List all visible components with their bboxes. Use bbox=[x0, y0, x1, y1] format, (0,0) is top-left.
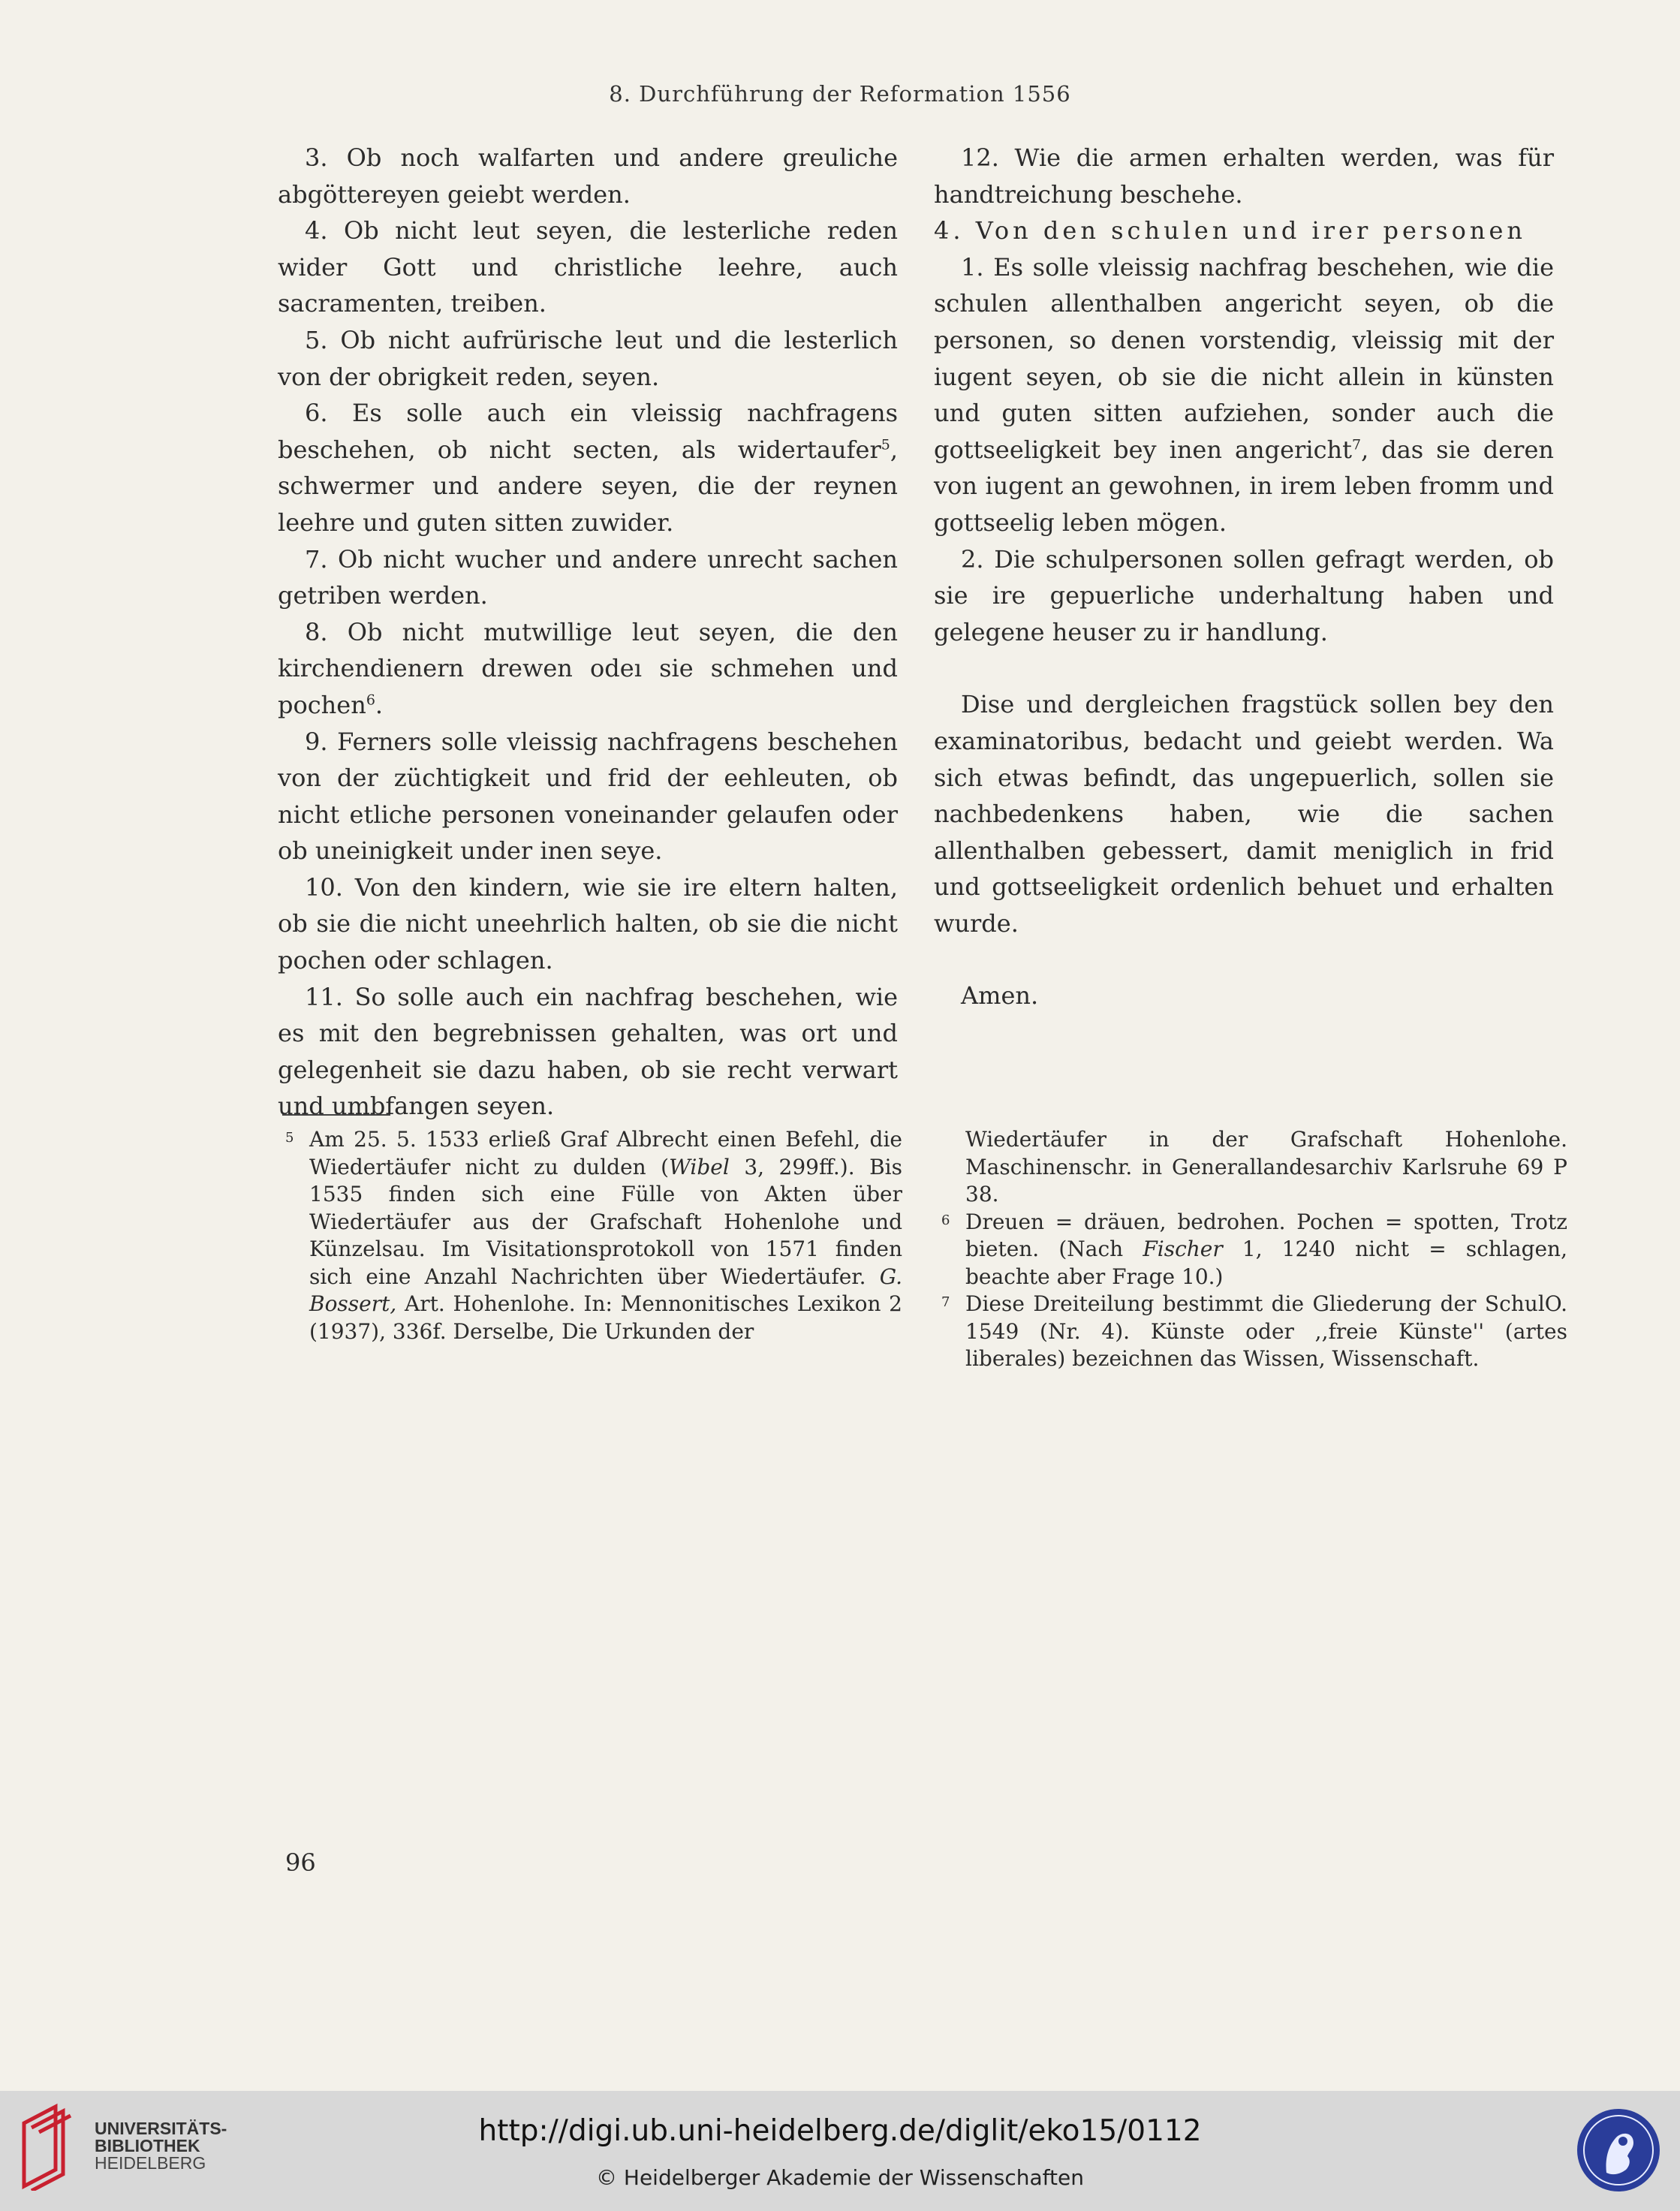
paragraph-8 bbox=[278, 614, 898, 724]
footer-url-link[interactable]: http://digi.ub.uni-heidelberg.de/diglit/eko15/0112 bbox=[478, 2114, 1202, 2148]
left-column bbox=[278, 140, 898, 1125]
footer-copyright: © Heidelberger Akademie der Wissenschaften bbox=[595, 2165, 1084, 2190]
footnotes-left bbox=[282, 1126, 902, 1345]
paragraph-6 bbox=[278, 395, 898, 541]
footnotes-right bbox=[941, 1126, 1567, 1373]
spacer bbox=[934, 941, 1554, 977]
logo-line-2: BIBLIOTHEK bbox=[95, 2136, 200, 2155]
paragraph-8-tail: . bbox=[375, 690, 384, 719]
footnote-ref-7[interactable]: 7 bbox=[1351, 436, 1362, 453]
running-head: 8. Durchführung der Reformation 1556 bbox=[609, 81, 1071, 107]
paragraph-3: 3. Ob noch walfarten und andere greuliche abgöttereyen geiebt werden. bbox=[278, 143, 898, 209]
right-column bbox=[934, 140, 1554, 1014]
logo-line-1: UNIVERSITÄTS- bbox=[95, 2119, 227, 2138]
footnote-5-text-b: 3, 299ff.). Bis 1535 finden sich eine Fülle von Akten über Wiedertäufer aus der Grafschaft Hohenlohe und Künzelsau. Im Visitationsprotokoll von 1571 finden sich eine Anzahl Nachrichten über Wiedertäufer. bbox=[309, 1154, 902, 1289]
logo-line-3: HEIDELBERG bbox=[95, 2153, 206, 2173]
academy-seal-icon[interactable] bbox=[1575, 2107, 1662, 2194]
paragraph-11: 11. So solle auch ein nachfrag beschehen, wie es mit den begrebnissen gehalten, was ort und gelegenheit sie dazu haben, ob sie recht verwart und umbfangen seyen. bbox=[278, 982, 898, 1121]
footnote-7 bbox=[941, 1291, 1567, 1373]
amen: Amen. bbox=[961, 981, 1039, 1011]
school-paragraph-2: 2. Die schulpersonen sollen gefragt werden, ob sie ire gepuerliche underhaltung haben und gelegene heuser zu ir handlung. bbox=[934, 544, 1554, 646]
school-paragraph-1 bbox=[934, 249, 1554, 541]
footnote-5-text-a: Am 25. 5. 1533 erließ Graf Albrecht einen Befehl, die Wiedertäufer nicht zu dulden ( bbox=[309, 1127, 902, 1179]
footer-bar bbox=[0, 2091, 1680, 2211]
footnote-5-continued: Wiedertäufer in der Grafschaft Hohenlohe. Maschinenschr. in Generallandesarchiv Karlsruhe 69 P 38. bbox=[965, 1127, 1567, 1206]
footnote-5-number: 5 bbox=[285, 1130, 294, 1146]
paragraph-12: 12. Wie die armen erhalten werden, was für handtreichung beschehe. bbox=[934, 143, 1554, 209]
footnote-6 bbox=[941, 1209, 1567, 1291]
footnote-ref-6[interactable]: 6 bbox=[366, 691, 375, 709]
paragraph-8-text: 8. Ob nicht mutwillige leut seyen, die den kirchendienern drewen odeı sie schmehen und pochen bbox=[278, 617, 898, 719]
footnote-7-text: Diese Dreiteilung bestimmt die Gliederung der SchulO. 1549 (Nr. 4). Künste oder ,,freie Künste'' (artes liberales) bezeichnen das Wissen, Wissenschaft. bbox=[965, 1291, 1567, 1371]
footnote-5 bbox=[282, 1126, 902, 1345]
footnote-6-number: 6 bbox=[941, 1212, 950, 1228]
footnote-ref-5[interactable]: 5 bbox=[881, 436, 890, 453]
footnote-5-italic-2: G. Bossert, bbox=[309, 1264, 902, 1316]
paragraph-7: 7. Ob nicht wucher und andere unrecht sachen getriben werden. bbox=[278, 544, 898, 610]
footnote-7-number: 7 bbox=[941, 1294, 950, 1310]
paragraph-9: 9. Ferners solle vleissig nachfragens beschehen von der züchtigkeit und frid der eehleuten, ob nicht etliche personen voneinander gelaufen oder ob uneinigkeit under inen seye. bbox=[278, 727, 898, 866]
school-paragraph-1-tail: , das sie deren von iugent an gewohnen, in irem leben fromm und gottseelig leben mögen. bbox=[934, 435, 1555, 537]
paragraph-10: 10. Von den kindern, wie sie ire eltern halten, ob sie die nicht uneehrlich halten, ob sie die nicht pochen oder schlagen. bbox=[278, 872, 898, 975]
closing-paragraph: Dise und dergleichen fragstück sollen bey den examinatoribus, bedacht und geiebt werden. Wa sich etwas befindt, das ungepuerlich, sollen sie nachbedenkens haben, wie die sachen allenthalben gebessert, damit meniglich in frid und gottseeligkeit ordenlich behuet und erhalten wurde. bbox=[934, 690, 1554, 938]
spacer bbox=[934, 650, 1554, 686]
footnote-5-italic-1: Wibel bbox=[669, 1154, 730, 1179]
footnote-5-text-c: Art. Hohenlohe. In: Mennonitisches Lexikon 2 (1937), 336f. Derselbe, Die Urkunden der bbox=[309, 1291, 902, 1344]
paragraph-6-tail: , schwermer und andere seyen, die der reynen leehre und guten sitten zuwider. bbox=[278, 435, 898, 537]
paragraph-4: 4. Ob nicht leut seyen, die lesterliche reden wider Gott und christliche leehre, auch sacramenten, treiben. bbox=[278, 216, 898, 318]
paragraph-5: 5. Ob nicht aufrürische leut und die lesterlich von der obrigkeit reden, seyen. bbox=[278, 325, 898, 391]
section-heading: 4. Von den schulen und irer personen bbox=[934, 216, 1527, 245]
paragraph-6-text: 6. Es solle auch ein vleissig nachfragens beschehen, ob nicht secten, als widertaufer bbox=[278, 399, 898, 464]
footnote-6-italic: Fischer bbox=[1143, 1237, 1223, 1261]
school-paragraph-1-text: 1. Es solle vleissig nachfrag beschehen, wie die schulen allenthalben angericht seyen, ob die personen, so denen vorstendig, vleissig mit der iugent seyen, ob sie die nicht allein in künsten und guten sitten aufziehen, sonder auch die gottseeligkeit bey inen angericht bbox=[934, 252, 1554, 464]
footnote-6-text-a: Dreuen = dräuen, bedrohen. Pochen = spotten, Trotz bieten. (Nach bbox=[965, 1209, 1567, 1261]
footnote-divider bbox=[282, 1114, 390, 1116]
page-number: 96 bbox=[285, 1848, 316, 1877]
footnote-6-text-b: 1, 1240 nicht = schlagen, beachte aber Frage 10.) bbox=[965, 1237, 1567, 1289]
